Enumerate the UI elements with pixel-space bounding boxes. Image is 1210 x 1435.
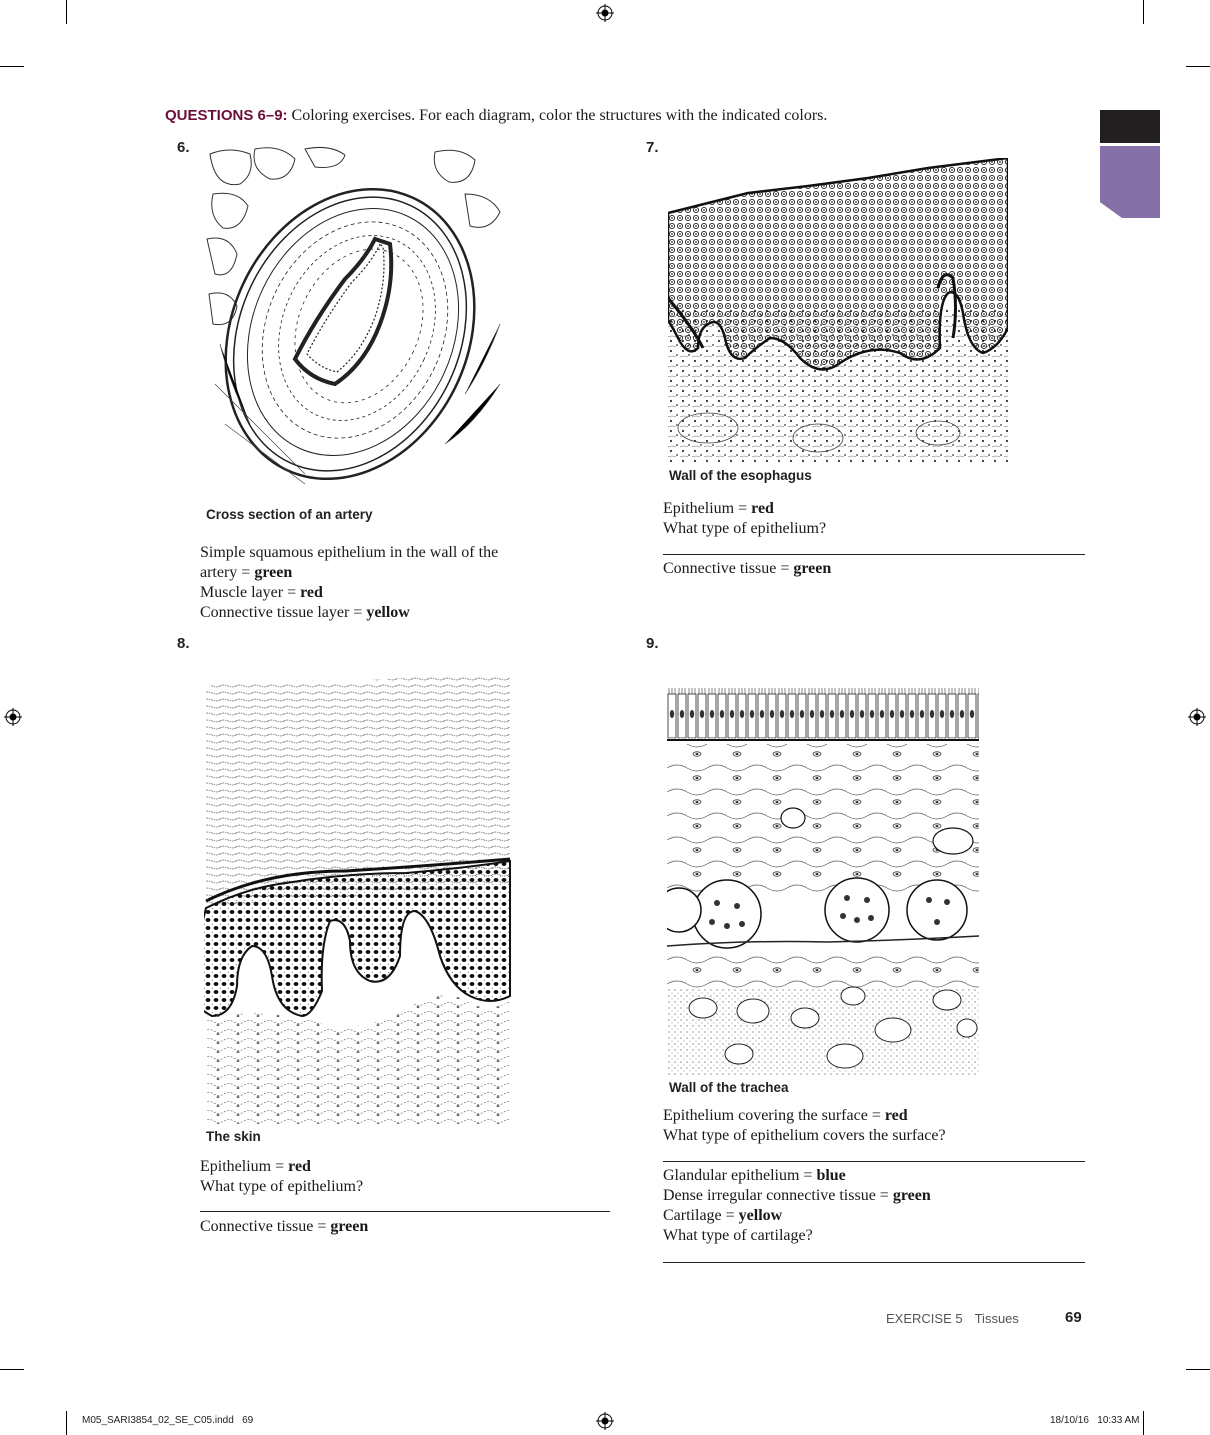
question-number-8: 8. [177, 635, 190, 652]
question-number-7: 7. [646, 139, 659, 156]
color-green: green [793, 560, 832, 577]
answer-line[interactable] [200, 1211, 610, 1212]
figure-caption-9: Wall of the trachea [669, 1080, 789, 1095]
color-yellow: yellow [738, 1207, 783, 1224]
page-number: 69 [1065, 1309, 1082, 1326]
q9-line-6: What type of cartilage? [663, 1227, 813, 1244]
q9-line-4: Dense irregular connective tissue = green [663, 1187, 931, 1204]
answer-line[interactable] [663, 1161, 1085, 1162]
registration-mark-icon [596, 1412, 614, 1430]
questions-header [165, 107, 827, 125]
registration-mark-icon [4, 708, 22, 726]
q9-line-1: Epithelium covering the surface = red [663, 1107, 908, 1124]
crop-mark [66, 0, 67, 24]
q8-line-3: Connective tissue = green [200, 1218, 369, 1235]
question-number-9: 9. [646, 635, 659, 652]
color-yellow: yellow [366, 604, 410, 621]
crop-mark [1186, 66, 1210, 67]
question-number-6: 6. [177, 139, 190, 156]
color-red: red [288, 1158, 311, 1175]
esophagus-wall-figure [668, 158, 1008, 464]
answer-line[interactable] [663, 554, 1085, 555]
q9-line-2: What type of epithelium covers the surface? [663, 1127, 946, 1144]
chapter-tab-dark [1100, 110, 1160, 143]
figure-caption-6: Cross section of an artery [206, 507, 373, 522]
questions-label: QUESTIONS 6–9: [165, 107, 288, 124]
q6-line-4: Connective tissue layer = yellow [200, 604, 410, 621]
section-title: Tissues [974, 1311, 1019, 1326]
figure-caption-8: The skin [206, 1129, 261, 1144]
crop-mark [66, 1411, 67, 1435]
trachea-wall-figure [667, 688, 979, 1076]
q9-line-5: Cartilage = yellow [663, 1207, 783, 1224]
color-red: red [884, 1107, 908, 1124]
crop-mark [1143, 0, 1144, 24]
color-green: green [330, 1218, 369, 1235]
q7-line-1: Epithelium = red [663, 500, 774, 517]
running-head: EXERCISE 5 [886, 1311, 963, 1326]
crop-mark [1186, 1369, 1210, 1370]
color-green: green [892, 1187, 931, 1204]
q7-line-3: Connective tissue = green [663, 560, 832, 577]
color-blue: blue [816, 1167, 846, 1184]
crop-mark [0, 1369, 24, 1370]
q8-line-1: Epithelium = red [200, 1158, 311, 1175]
color-green: green [254, 564, 293, 581]
color-red: red [751, 500, 774, 517]
registration-mark-icon [1188, 708, 1206, 726]
q6-line-3: Muscle layer = red [200, 584, 323, 601]
color-red: red [300, 584, 323, 601]
artery-cross-section-figure [205, 144, 507, 502]
slug-date: 18/10/16 10:33 AM [1050, 1415, 1140, 1426]
questions-instructions: Coloring exercises. For each diagram, color the structures with the indicated colors. [287, 107, 828, 124]
figure-caption-7: Wall of the esophagus [669, 468, 812, 483]
answer-line[interactable] [663, 1262, 1085, 1263]
running-footer [886, 1311, 1019, 1326]
crop-mark [0, 66, 24, 67]
skin-figure [204, 676, 512, 1124]
q6-line-1: Simple squamous epithelium in the wall of the [200, 544, 499, 561]
chapter-tab-purple [1100, 146, 1160, 218]
crop-mark [1143, 1411, 1144, 1435]
q9-line-3: Glandular epithelium = blue [663, 1167, 846, 1184]
q6-line-2: artery = green [200, 564, 293, 581]
q7-line-2: What type of epithelium? [663, 520, 827, 537]
slug-file: M05_SARI3854_02_SE_C05.indd 69 [82, 1415, 254, 1426]
registration-mark-icon [596, 4, 614, 22]
q8-line-2: What type of epithelium? [200, 1178, 364, 1195]
